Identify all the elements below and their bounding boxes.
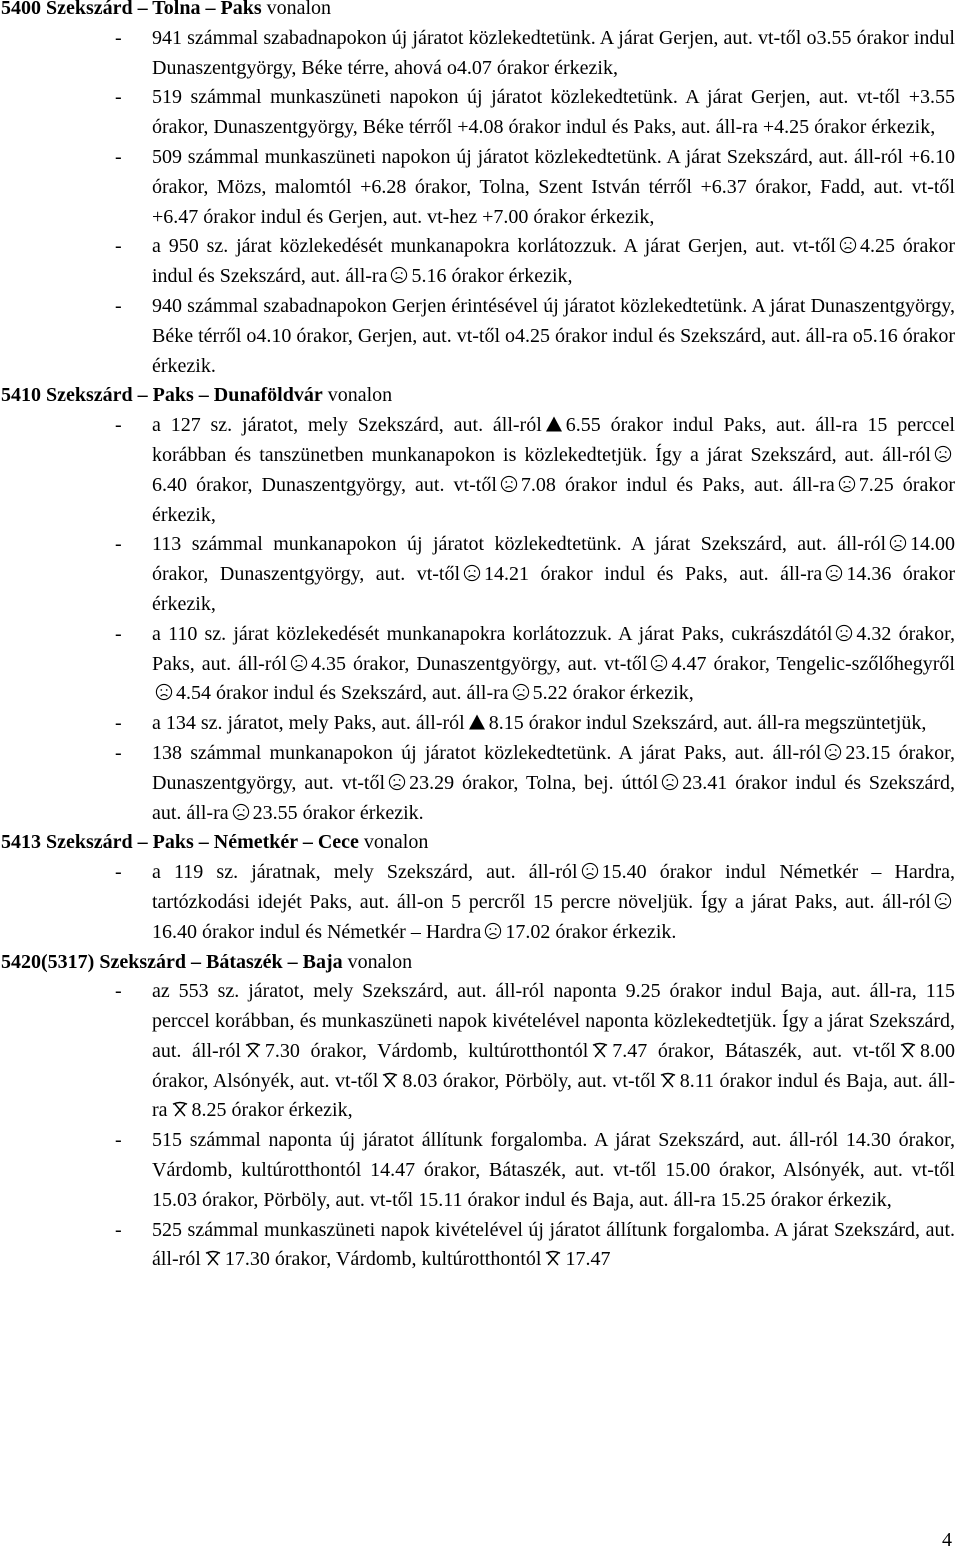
route-heading xyxy=(0,828,955,858)
item-text: 5.22 órakor érkezik, xyxy=(532,682,694,705)
list-dash: - xyxy=(115,712,122,735)
hammer-pick-icon xyxy=(591,1041,609,1059)
school-bus-icon xyxy=(824,743,842,761)
route-title: 5400 Szekszárd – Tolna – Paks xyxy=(1,0,262,19)
item-text: 515 számmal naponta új járatot állítunk forgalomba. A járat Szekszárd, aut. áll-ról 14.30 órakor, Várdomb, kultúrotthontól 14.47 órakor, Bátaszék, aut. vt-től 15.00 órakor, Alsónyék, aut. vt-től 15.03 órakor, Pörböly, aut. vt-től 15.11 órakor indul és Baja, aut. áll-ra 15.25 órakor érkezik, xyxy=(152,1129,955,1211)
school-bus-icon xyxy=(825,564,843,582)
list-dash: - xyxy=(115,26,122,49)
item-text: 4.35 órakor, Dunaszentgyörgy, aut. vt-től xyxy=(311,652,648,675)
school-bus-icon xyxy=(661,773,679,791)
school-bus-icon xyxy=(512,683,530,701)
page-number: 4 xyxy=(942,1529,952,1551)
school-bus-icon xyxy=(835,624,853,642)
item-text: 23.55 órakor érkezik. xyxy=(252,801,424,824)
list-dash: - xyxy=(115,86,122,109)
item-text: 7.47 órakor, Bátaszék, aut. vt-től xyxy=(612,1039,896,1062)
item-text: 941 számmal szabadnapokon új járatot közlekedtetünk. A járat Gerjen, aut. vt-től o3.55 órakor indul Dunaszentgyörgy, Béke térre, ahová o4.07 órakor érkezik, xyxy=(152,26,955,79)
item-text: 23.29 órakor, Tolna, bej. úttól xyxy=(409,771,659,794)
item-text: 6.40 órakor, Dunaszentgyörgy, aut. vt-től xyxy=(152,473,497,496)
schedule-item xyxy=(0,143,955,232)
triangle-icon xyxy=(545,415,563,433)
school-bus-icon xyxy=(232,803,250,821)
hammer-pick-icon xyxy=(899,1041,917,1059)
item-text: 4.47 órakor, Tengelic-szőlőhegyről xyxy=(671,652,955,675)
item-text: 5.16 órakor érkezik, xyxy=(411,265,573,288)
hammer-pick-icon xyxy=(204,1249,222,1267)
school-bus-icon xyxy=(934,445,952,463)
item-text: 8.00 órakor, Alsónyék, aut. vt-től xyxy=(152,1039,955,1092)
schedule-item xyxy=(0,1216,955,1276)
item-text: 519 számmal munkaszüneti napokon új járatot közlekedtetünk. A járat Gerjen, aut. vt-től +3.55 órakor, Dunaszentgyörgy, Béke térről +4.08 órakor indul és Paks, aut. áll-ra +4.25 órakor érkezik, xyxy=(152,86,955,139)
list-dash: - xyxy=(115,235,122,258)
school-bus-icon xyxy=(934,892,952,910)
item-text: az 553 sz. járatot, mely Szekszárd, aut. áll-ról naponta 9.25 órakor indul Baja, aut. áll-ra, 115 perccel korábban, és munkaszüneti napok kivételével naponta közlekedtetjük. Így a járat Szekszárd, aut. áll-ról xyxy=(152,980,955,1062)
list-dash: - xyxy=(115,294,122,317)
school-bus-icon xyxy=(838,475,856,493)
hammer-pick-icon xyxy=(659,1071,677,1089)
item-text: 138 számmal munkanapokon új járatot közlekedtetünk. A járat Paks, aut. áll-ról xyxy=(152,741,822,764)
schedule-item xyxy=(0,977,955,1126)
item-text: 7.08 órakor indul és Paks, aut. áll-ra xyxy=(520,473,835,496)
schedule-item xyxy=(0,530,955,619)
school-bus-icon xyxy=(839,236,857,254)
item-text: a 134 sz. járatot, mely Paks, aut. áll-ról xyxy=(152,712,465,735)
item-text: 509 számmal munkaszüneti napokon új járatot közlekedtetünk. A járat Szekszárd, aut. áll-ról +6.10 órakor, Mözs, malomtól +6.28 órakor, Tolna, Szent István térről +6.37 órakor, Fadd, aut. vt-től +6.47 órakor indul és Gerjen, aut. vt-hez +7.00 órakor érkezik, xyxy=(152,145,955,228)
item-text: 7.25 órakor érkezik, xyxy=(152,473,956,526)
school-bus-icon xyxy=(290,654,308,672)
schedule-item xyxy=(0,24,955,84)
triangle-icon xyxy=(468,713,486,731)
route-heading xyxy=(0,948,955,978)
item-text: 525 számmal munkaszüneti napok kivételével új járatot állítunk forgalomba. A járat Szekszárd, aut. áll-ról xyxy=(152,1218,955,1271)
schedule-item xyxy=(0,411,955,530)
schedule-item xyxy=(0,83,955,143)
route-suffix: vonalon xyxy=(363,831,429,854)
item-text: 16.40 órakor indul és Németkér – Hardra xyxy=(152,920,482,943)
route-title: 5413 Szekszárd – Paks – Németkér – Cece xyxy=(1,831,359,854)
item-text: 4.25 órakor indul és Szekszárd, aut. áll-ra xyxy=(152,235,955,288)
list-dash: - xyxy=(115,861,122,884)
school-bus-icon xyxy=(390,266,408,284)
item-text: 8.11 órakor indul és Baja, aut. áll-ra xyxy=(152,1069,955,1122)
school-bus-icon xyxy=(581,862,599,880)
item-text: 14.00 órakor, Dunaszentgyörgy, aut. vt-től xyxy=(152,533,955,586)
list-dash: - xyxy=(115,980,122,1003)
item-text: 17.47 xyxy=(565,1248,611,1271)
item-text: 8.15 órakor indul Szekszárd, aut. áll-ra megszüntetjük, xyxy=(488,712,927,735)
item-text: 14.21 órakor indul és Paks, aut. áll-ra xyxy=(484,563,823,586)
school-bus-icon xyxy=(463,564,481,582)
hammer-pick-icon xyxy=(544,1249,562,1267)
schedule-item xyxy=(0,858,955,947)
route-heading xyxy=(0,0,955,24)
item-text: a 110 sz. járat közlekedését munkanapokra korlátozzuk. A járat Paks, cukrászdától xyxy=(152,622,833,645)
route-title: 5420(5317) Szekszárd – Bátaszék – Baja xyxy=(1,950,343,973)
list-dash: - xyxy=(115,145,122,168)
route-suffix: vonalon xyxy=(266,0,332,19)
schedule-item xyxy=(0,1126,955,1215)
item-text: 23.41 órakor indul és Szekszárd, aut. áll-ra xyxy=(152,771,955,824)
item-text: 940 számmal szabadnapokon Gerjen érintésével új járatot közlekedtetünk. A járat Dunaszentgyörgy, Béke térről o4.10 órakor, Gerjen, aut. vt-től o4.25 órakor indul és Szekszárd, aut. áll-ra o5.16 órakor érkezik. xyxy=(152,294,955,377)
schedule-item xyxy=(0,620,955,709)
school-bus-icon xyxy=(650,654,668,672)
item-text: 6.55 órakor indul Paks, aut. áll-ra 15 perccel korábban és tanszünetben munkanapokon is közlekedtetjük. Így a járat Szekszárd, aut. áll-ról xyxy=(152,414,955,466)
schedule-item xyxy=(0,739,955,828)
item-text: 7.30 órakor, Várdomb, kultúrotthontól xyxy=(264,1039,589,1062)
list-dash: - xyxy=(115,741,122,764)
item-text: 15.40 órakor indul Németkér – Hardra, tartózkodási idejét Paks, aut. áll-on 5 percről 15 percre növeljük. Így a járat Paks, aut. áll-ról xyxy=(152,861,955,913)
route-suffix: vonalon xyxy=(347,950,413,973)
item-text: a 119 sz. járatnak, mely Szekszárd, aut. áll-ról xyxy=(152,861,578,884)
list-dash: - xyxy=(115,414,122,437)
school-bus-icon xyxy=(889,534,907,552)
school-bus-icon xyxy=(155,683,173,701)
route-heading xyxy=(0,381,955,411)
item-text: 113 számmal munkanapokon új járatot közlekedtetünk. A járat Szekszárd, aut. áll-ról xyxy=(152,533,886,556)
item-text: 17.02 órakor érkezik. xyxy=(505,920,677,943)
item-text: 14.36 órakor érkezik, xyxy=(152,563,955,615)
school-bus-icon xyxy=(484,922,502,940)
route-title: 5410 Szekszárd – Paks – Dunaföldvár xyxy=(1,384,323,407)
list-dash: - xyxy=(115,533,122,556)
item-text: 17.30 órakor, Várdomb, kultúrotthontól xyxy=(224,1248,542,1271)
item-text: 4.32 órakor, Paks, aut. áll-ról xyxy=(152,622,955,675)
item-text: 4.54 órakor indul és Szekszárd, aut. áll-ra xyxy=(176,682,509,705)
list-dash: - xyxy=(115,1218,122,1241)
hammer-pick-icon xyxy=(244,1041,262,1059)
schedule-item xyxy=(0,292,955,381)
item-text: a 127 sz. járatot, mely Szekszárd, aut. áll-ról xyxy=(152,414,542,437)
school-bus-icon xyxy=(388,773,406,791)
item-text: 8.03 órakor, Pörböly, aut. vt-től xyxy=(402,1069,656,1092)
hammer-pick-icon xyxy=(381,1071,399,1089)
item-text: 23.15 órakor, Dunaszentgyörgy, aut. vt-től xyxy=(152,741,956,794)
route-suffix: vonalon xyxy=(327,384,393,407)
list-dash: - xyxy=(115,622,122,645)
item-text: a 950 sz. járat közlekedését munkanapokra korlátozzuk. A járat Gerjen, aut. vt-től xyxy=(152,235,836,258)
item-text: 8.25 órakor érkezik, xyxy=(191,1099,353,1122)
list-dash: - xyxy=(115,1129,122,1152)
schedule-item xyxy=(0,232,955,292)
school-bus-icon xyxy=(500,475,518,493)
schedule-item xyxy=(0,709,955,739)
hammer-pick-icon xyxy=(171,1100,189,1118)
